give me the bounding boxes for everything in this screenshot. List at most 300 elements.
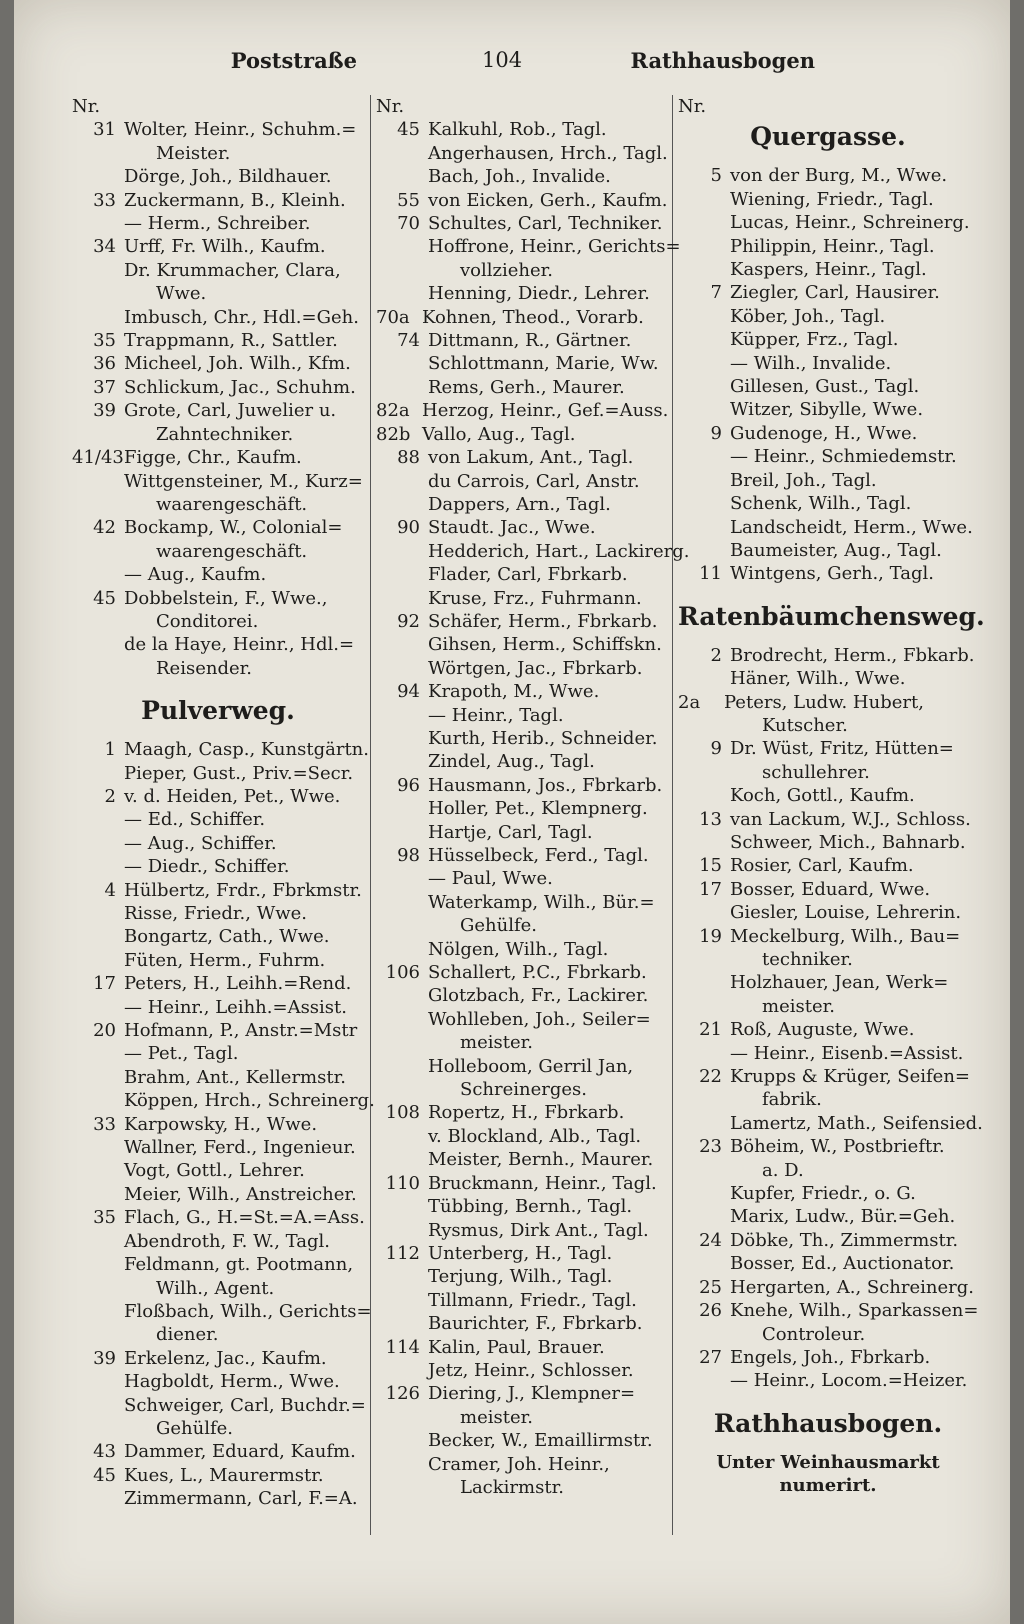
entry-text: — Ed., Schiffer. (124, 809, 266, 831)
house-number (678, 235, 730, 258)
directory-entry (72, 902, 364, 925)
house-number: 39 (93, 400, 116, 422)
entry-text: — Aug., Kaufm. (124, 564, 267, 586)
entry-continuation (376, 1476, 666, 1499)
directory-entry (376, 938, 666, 961)
house-number (376, 633, 428, 656)
house-number (72, 563, 124, 586)
entry-continuation (678, 714, 978, 737)
house-number (376, 540, 428, 563)
directory-entry (72, 1440, 364, 1463)
entry-text: Koch, Gottl., Kaufm. (730, 785, 915, 807)
directory-entry (72, 563, 364, 586)
directory-entry (376, 423, 666, 446)
directory-entry (376, 1125, 666, 1148)
directory-entry (72, 785, 364, 808)
entry-text: Peters, Ludw. Hubert, (724, 691, 924, 713)
directory-entry (72, 189, 364, 212)
house-number (678, 1252, 730, 1275)
entry-text: Waterkamp, Wilh., Bür.= (428, 891, 655, 913)
entry-text: Ziegler, Carl, Hausirer. (730, 282, 940, 304)
entry-text: Ropertz, H., Fbrkarb. (428, 1102, 625, 1124)
entry-text: Schlickum, Jac., Schuhm. (124, 376, 356, 398)
directory-entry (376, 1382, 666, 1405)
entry-text: von der Burg, M., Wwe. (730, 165, 948, 187)
street-note: Unter Weinhausmarkt (716, 1451, 940, 1473)
directory-entry (376, 657, 666, 680)
column-middle (376, 95, 690, 1604)
house-number: 41/43 (72, 447, 124, 469)
entry-continuation (72, 540, 364, 563)
header-right-street: Rathhausbogen (630, 48, 815, 73)
house-number: 39 (93, 1347, 116, 1369)
house-number: 19 (699, 925, 722, 947)
directory-entry (72, 1089, 375, 1112)
entry-text: Bach, Joh., Invalide. (428, 166, 611, 188)
entry-text: Peters, H., Leihh.=Rend. (124, 973, 352, 995)
directory-entry (376, 493, 666, 516)
entry-continuation (72, 1417, 364, 1440)
house-number (72, 1183, 124, 1206)
directory-entry (72, 1347, 364, 1370)
entry-text: Jetz, Heinr., Schlosser. (428, 1359, 634, 1381)
directory-entry (678, 854, 978, 877)
house-number (72, 902, 124, 925)
directory-entry (376, 1336, 666, 1359)
entry-text: Hartje, Carl, Tagl. (428, 821, 593, 843)
directory-entry (376, 1055, 666, 1078)
entry-text: Flach, G., H.=St.=A.=Ass. (124, 1207, 365, 1229)
directory-entry (72, 165, 364, 188)
house-number (678, 469, 730, 492)
directory-entry (678, 831, 978, 854)
entry-text: — Aug., Schiffer. (124, 832, 277, 854)
house-number: 36 (93, 353, 116, 375)
directory-entry (678, 258, 978, 281)
directory-entry (376, 1429, 666, 1452)
entry-text: — Heinr., Tagl. (428, 704, 564, 726)
directory-entry (72, 1042, 364, 1065)
directory-entry (376, 212, 666, 235)
entry-text: Grote, Carl, Juwelier u. (124, 400, 337, 422)
entry-text: Nölgen, Wilh., Tagl. (428, 938, 609, 960)
directory-entry (72, 1487, 364, 1510)
house-number (678, 1369, 730, 1392)
directory-entry (72, 1300, 372, 1323)
entry-text: Hergarten, A., Schreinerg. (730, 1276, 975, 1298)
house-number (678, 539, 730, 562)
house-number: 112 (385, 1242, 420, 1264)
house-number: 5 (710, 165, 722, 187)
house-number: 15 (699, 855, 722, 877)
house-number (376, 1429, 428, 1452)
directory-entry (72, 1113, 364, 1136)
house-number (72, 949, 124, 972)
entry-text: Zimmermann, Carl, F.=A. (124, 1488, 358, 1510)
entry-text: Wolter, Heinr., Schuhm.= (124, 119, 357, 141)
house-number (72, 1394, 124, 1417)
entry-text: meister. (762, 995, 835, 1017)
house-number (376, 165, 428, 188)
entry-text: diener. (156, 1324, 219, 1346)
house-number: 11 (699, 563, 722, 585)
house-number (678, 211, 730, 234)
directory-entry (376, 563, 666, 586)
house-number (72, 1300, 124, 1323)
directory-entry (72, 832, 364, 855)
directory-entry (678, 305, 978, 328)
house-number: 42 (93, 517, 116, 539)
house-number (376, 1125, 428, 1148)
directory-entry (72, 329, 364, 352)
house-number (72, 1370, 124, 1393)
directory-entry (376, 1359, 666, 1382)
directory-entry (678, 1346, 978, 1369)
street-heading: Rathhausbogen. (713, 1408, 943, 1438)
directory-entry (72, 587, 364, 610)
directory-entry (678, 562, 978, 585)
house-number (376, 587, 428, 610)
house-number: 13 (699, 808, 722, 830)
entry-text: Tillmann, Friedr., Tagl. (428, 1289, 637, 1311)
directory-entry (376, 1312, 666, 1335)
nr-label: Nr. (376, 96, 405, 117)
entry-text: — Heinr., Schmiedemstr. (730, 446, 957, 468)
house-number (72, 470, 124, 493)
house-number (72, 259, 124, 282)
house-number (376, 821, 428, 844)
entry-text: Herzog, Heinr., Gef.=Auss. (422, 400, 669, 422)
entry-text: Köber, Joh., Tagl. (730, 305, 886, 327)
entry-text: techniker. (762, 949, 853, 970)
entry-text: Schäfer, Herm., Fbrkarb. (428, 610, 658, 632)
directory-entry (678, 1276, 978, 1299)
entry-text: Böheim, W., Postbrieftr. (730, 1136, 945, 1158)
house-number: 22 (699, 1066, 722, 1088)
entry-text: Füten, Herm., Fuhrm. (124, 949, 326, 971)
entry-text: Hoffrone, Heinr., Gerichts= (428, 236, 681, 258)
entry-text: — Paul, Wwe. (428, 868, 553, 890)
house-number (376, 1289, 428, 1312)
entry-text: Tübbing, Bernh., Tagl. (428, 1196, 633, 1218)
entry-text: Zahntechniker. (156, 423, 294, 445)
directory-entry (72, 259, 364, 282)
house-number: 126 (385, 1383, 420, 1405)
entry-text: meister. (460, 1406, 533, 1428)
house-number (376, 867, 428, 890)
street-heading: Ratenbäumchensweg. (678, 601, 985, 631)
entry-text: Karpowsky, H., Wwe. (124, 1113, 318, 1135)
entry-continuation (72, 1277, 364, 1300)
directory-entry (376, 727, 666, 750)
entry-text: Gudenoge, H., Wwe. (730, 422, 918, 444)
house-number (678, 1182, 730, 1205)
directory-entry (376, 1219, 666, 1242)
entry-text: Wohlleben, Joh., Seiler= (428, 1008, 651, 1030)
house-number (376, 938, 428, 961)
directory-entry (72, 925, 364, 948)
directory-entry (376, 189, 666, 212)
directory-entry (376, 774, 666, 797)
directory-entry (72, 949, 364, 972)
entry-text: Holleboom, Gerril Jan, (428, 1055, 634, 1077)
entry-text: Urff, Fr. Wilh., Kaufm. (124, 236, 326, 258)
directory-entry (376, 984, 666, 1007)
house-number: 96 (397, 774, 420, 796)
directory-entry (678, 539, 978, 562)
entry-text: Giesler, Louise, Lehrerin. (730, 902, 962, 924)
directory-entry (376, 235, 681, 258)
directory-entry (678, 1369, 978, 1392)
directory-page (14, 0, 1010, 1624)
entry-text: Kaspers, Heinr., Tagl. (730, 259, 927, 281)
entry-continuation (72, 282, 364, 305)
directory-entry (678, 398, 978, 421)
entry-text: Conditorei. (156, 610, 259, 632)
house-number: 20 (93, 1020, 116, 1042)
entry-text: Zuckermann, B., Kleinh. (124, 189, 346, 211)
directory-entry (678, 281, 978, 304)
directory-entry (72, 470, 364, 493)
house-number: 55 (397, 189, 420, 211)
house-number (376, 984, 428, 1007)
directory-entry (72, 879, 364, 902)
entry-text: Meister. (156, 142, 231, 164)
house-number (678, 1042, 730, 1065)
entry-text: Landscheidt, Herm., Wwe. (730, 516, 973, 538)
directory-entry (72, 399, 364, 422)
directory-entry (678, 375, 978, 398)
entry-text: Vogt, Gottl., Lehrer. (124, 1160, 305, 1182)
entry-text: Dammer, Eduard, Kaufm. (124, 1441, 356, 1463)
entry-text: de la Haye, Heinr., Hdl.= (124, 634, 355, 656)
house-number (376, 797, 428, 820)
directory-entry (376, 352, 666, 375)
house-number (678, 352, 730, 375)
entry-text: du Carrois, Carl, Anstr. (428, 470, 640, 492)
directory-entry (376, 867, 666, 890)
house-number: 106 (385, 962, 420, 984)
entry-text: Pieper, Gust., Priv.=Secr. (124, 762, 354, 784)
directory-entry (376, 540, 690, 563)
house-number (678, 901, 730, 924)
directory-entry (72, 306, 364, 329)
house-number: 45 (397, 119, 420, 141)
entry-text: Bosser, Ed., Auctionator. (730, 1253, 955, 1275)
house-number: 37 (93, 376, 116, 398)
entry-text: meister. (460, 1032, 533, 1054)
entry-text: Schultes, Carl, Techniker. (428, 213, 663, 235)
entry-text: Bosser, Eduard, Wwe. (730, 878, 931, 900)
entry-continuation (678, 995, 978, 1018)
house-number (376, 352, 428, 375)
entry-text: Schenk, Wilh., Tagl. (730, 493, 912, 515)
directory-entry (72, 762, 364, 785)
entry-text: Gillesen, Gust., Tagl. (730, 376, 920, 398)
entry-text: fabrik. (762, 1089, 822, 1111)
directory-entry (72, 1230, 364, 1253)
directory-entry (376, 282, 666, 305)
house-number (678, 188, 730, 211)
entry-text: vollzieher. (460, 259, 554, 281)
entry-text: Kalin, Paul, Brauer. (428, 1336, 605, 1358)
entry-text: waarengeschäft. (156, 540, 308, 562)
house-number: 7 (710, 282, 722, 304)
entry-continuation (376, 1406, 666, 1429)
entry-text: Dittmann, R., Gärtner. (428, 330, 632, 352)
entry-text: Schweer, Mich., Bahnarb. (730, 831, 966, 853)
house-number: 21 (699, 1019, 722, 1041)
entry-text: Brodrecht, Herm., Fbkarb. (730, 644, 975, 666)
house-number (376, 142, 428, 165)
entry-continuation (376, 1031, 666, 1054)
house-number (72, 1136, 124, 1159)
entry-text: Schallert, P.C., Fbrkarb. (428, 962, 647, 984)
house-number (678, 516, 730, 539)
entry-text: Reisender. (156, 657, 252, 679)
directory-entry (376, 961, 666, 984)
house-number (678, 784, 730, 807)
house-number (678, 445, 730, 468)
entry-continuation (376, 259, 666, 282)
directory-entry (678, 445, 978, 468)
directory-entry (376, 610, 666, 633)
directory-entry (376, 165, 666, 188)
house-number (72, 1487, 124, 1510)
entry-text: — Wilh., Invalide. (730, 352, 892, 374)
entry-continuation (678, 1323, 978, 1346)
house-number (376, 282, 428, 305)
entry-text: Flader, Carl, Fbrkarb. (428, 564, 628, 586)
entry-continuation (72, 1323, 364, 1346)
directory-entry (72, 118, 364, 141)
house-number (376, 563, 428, 586)
entry-text: Diering, J., Klempner= (428, 1383, 636, 1405)
entry-text: v. d. Heiden, Pet., Wwe. (124, 785, 341, 807)
directory-entry (376, 446, 666, 469)
house-number: 70a (376, 306, 410, 328)
entry-text: Lucas, Heinr., Schreinerg. (730, 212, 970, 234)
entry-text: Wilh., Agent. (156, 1277, 275, 1299)
house-number: 2 (104, 785, 116, 807)
house-number: 94 (397, 681, 420, 703)
entry-text: Schlottmann, Marie, Ww. (428, 353, 659, 375)
directory-entry (72, 855, 364, 878)
directory-entry (678, 1112, 983, 1135)
entry-text: Bruckmann, Heinr., Tagl. (428, 1172, 657, 1194)
entry-text: Hausmann, Jos., Fbrkarb. (428, 774, 663, 796)
directory-entry (376, 797, 666, 820)
directory-entry (678, 352, 978, 375)
house-number: 33 (93, 1113, 116, 1135)
entry-text: Angerhausen, Hrch., Tagl. (428, 142, 668, 164)
street-heading: Pulverweg. (141, 696, 295, 726)
entry-text: Maagh, Casp., Kunstgärtn. (124, 739, 369, 761)
directory-entry (678, 516, 978, 539)
house-number (678, 398, 730, 421)
directory-entry (72, 1253, 364, 1276)
nr-label: Nr. (72, 96, 101, 117)
column-divider (672, 95, 673, 1535)
house-number: 110 (385, 1172, 420, 1194)
directory-entry (376, 142, 666, 165)
entry-text: Abendroth, F. W., Tagl. (124, 1230, 330, 1252)
entry-text: Trappmann, R., Sattler. (124, 330, 338, 352)
directory-entry (72, 1464, 364, 1487)
directory-entry (376, 1101, 666, 1124)
house-number (678, 328, 730, 351)
entry-text: — Diedr., Schiffer. (124, 856, 290, 878)
house-number: 35 (93, 1207, 116, 1229)
directory-entry (72, 1066, 364, 1089)
house-number (678, 971, 730, 994)
house-number (376, 1265, 428, 1288)
entry-text: v. Blockland, Alb., Tagl. (428, 1125, 642, 1147)
house-number (72, 306, 124, 329)
entry-text: Meister, Bernh., Maurer. (428, 1149, 654, 1171)
house-number: 45 (93, 1464, 116, 1486)
house-number: 9 (710, 422, 722, 444)
house-number (72, 212, 124, 235)
entry-text: Wittgensteiner, M., Kurz= (124, 470, 363, 492)
entry-continuation (72, 142, 364, 165)
entry-text: von Lakum, Ant., Tagl. (428, 447, 634, 469)
header-left-street: Poststraße (230, 48, 357, 73)
directory-entry (678, 901, 978, 924)
entry-text: — Heinr., Leihh.=Assist. (124, 996, 347, 1018)
directory-entry (376, 1008, 666, 1031)
house-number (678, 492, 730, 515)
entry-continuation (678, 761, 978, 784)
entry-text: Dappers, Arn., Tagl. (428, 493, 611, 515)
entry-text: van Lackum, W.J., Schloss. (730, 808, 971, 830)
directory-entry (678, 469, 978, 492)
entry-text: Lamertz, Math., Seifensied. (730, 1112, 983, 1134)
entry-text: Floßbach, Wilh., Gerichts= (124, 1300, 372, 1322)
entry-text: Feldmann, gt. Pootmann, (124, 1254, 354, 1276)
house-number: 82a (376, 400, 410, 422)
directory-entry (72, 808, 364, 831)
entry-text: Wwe. (156, 283, 207, 305)
entry-text: Erkelenz, Jac., Kaufm. (124, 1347, 327, 1369)
directory-entry (678, 492, 978, 515)
entry-text: Brahm, Ant., Kellermstr. (124, 1066, 346, 1088)
house-number (72, 1042, 124, 1065)
directory-entry (678, 422, 978, 445)
house-number: 34 (93, 236, 116, 258)
house-number: 114 (385, 1336, 420, 1358)
entry-text: Staudt. Jac., Wwe. (428, 517, 596, 539)
entry-text: Hofmann, P., Anstr.=Mstr (124, 1020, 358, 1042)
house-number: 98 (397, 845, 420, 866)
street-note: numerirt. (779, 1475, 877, 1497)
entry-text: Baurichter, F., Fbrkarb. (428, 1313, 643, 1335)
entry-text: Schweiger, Carl, Buchdr.= (124, 1394, 366, 1416)
directory-entry (678, 164, 978, 187)
directory-entry (678, 211, 978, 234)
house-number (72, 762, 124, 785)
house-number (376, 376, 428, 399)
entry-text: Lackirmstr. (460, 1476, 564, 1498)
entry-text: Vallo, Aug., Tagl. (422, 423, 576, 445)
entry-text: Dobbelstein, F., Wwe., (124, 587, 328, 609)
house-number (678, 667, 730, 690)
entry-text: Becker, W., Emaillirmstr. (428, 1430, 653, 1452)
entry-text: Controleur. (762, 1323, 866, 1345)
directory-entry (376, 587, 666, 610)
house-number: 90 (397, 517, 420, 539)
directory-entry (678, 1042, 978, 1065)
